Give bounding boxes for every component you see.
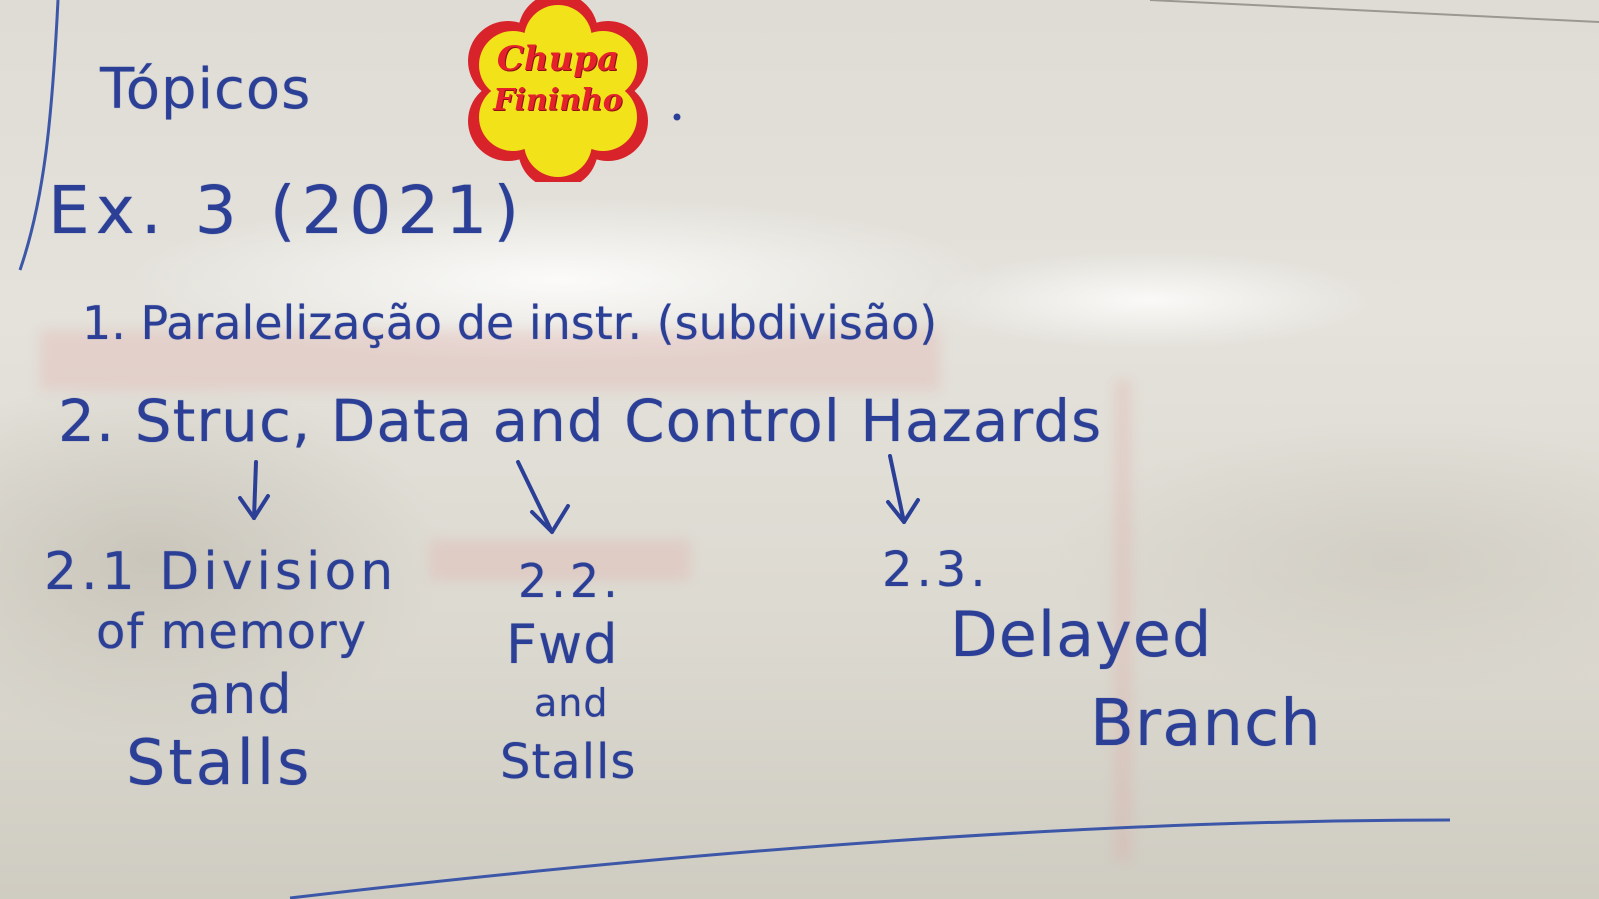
arrow-down-icon — [240, 462, 268, 518]
subtopic-2-1-line-1: of memory — [96, 604, 368, 660]
subtopic-2-2-line-3: Stalls — [500, 734, 637, 790]
sticker-text-chupa: Chupa — [496, 39, 620, 79]
topic-2-text: 2. Struc, Data and Control Hazards — [58, 387, 1103, 455]
subtopic-2-1-number: 2.1 Division — [44, 542, 398, 602]
subtopic-2-2-line-2: and — [534, 681, 609, 725]
subtopic-2-3-line-2: Branch — [1090, 687, 1322, 761]
subtopic-2-2-line-1: Fwd — [506, 613, 619, 676]
subtopic-2-1-line-2: and — [188, 663, 293, 726]
subtopic-2-3-line-1: Delayed — [950, 598, 1213, 671]
arrow-down-icon — [888, 456, 918, 522]
exercise-heading: Ex. 3 (2021) — [48, 172, 526, 249]
subtopic-2-2-number: 2.2. — [518, 554, 622, 608]
subtopic-2-1-line-3: Stalls — [126, 726, 313, 799]
sticker-text-fininho: Fininho — [493, 83, 623, 118]
arrow-down-right-icon — [518, 462, 568, 532]
topic-1-text: 1. Paralelização de instr. (subdivisão) — [82, 296, 938, 350]
subtopic-2-3-number: 2.3. — [882, 542, 990, 598]
board-title: Tópicos — [100, 57, 312, 122]
